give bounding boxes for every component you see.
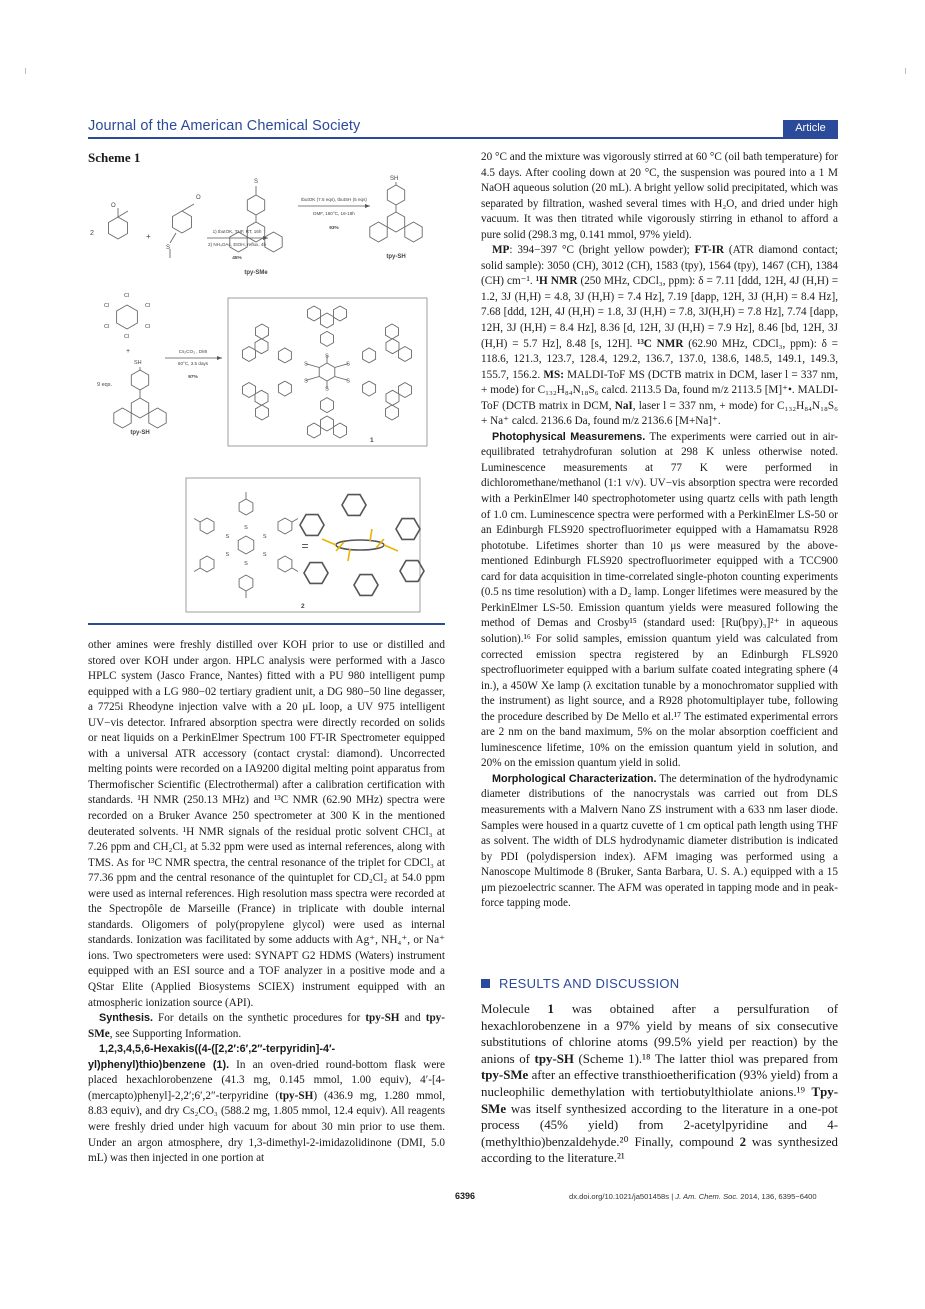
phenyl-ring [387, 185, 404, 205]
bold-text: tpy-SMe [481, 1068, 529, 1083]
sulfur-bond [322, 539, 336, 545]
bold-text: 1 [547, 1002, 554, 1016]
compound-label-2: 2 [301, 603, 305, 610]
paragraph [481, 243, 838, 430]
reaction-yield: 45% [232, 256, 242, 261]
equals-sign: = [301, 539, 309, 553]
bold-text: MS: [543, 368, 564, 381]
text-run: (62.90 MHz, CDCl₃, ppm): δ = 118.6, 121.3, 123.7, 128.4, 129.2, 136.7, 137.0, 138.6, 148.5, 149.1, 149.3, 155.7, 156.2. [481, 337, 838, 381]
crystal-structure-model [300, 495, 424, 596]
compound-1-box [228, 298, 427, 446]
c-s-bond [304, 361, 319, 368]
benzaldehyde-ring [173, 211, 192, 233]
c-s-bond [306, 377, 319, 381]
text-run: : 394−397 °C (bright yellow powder); [509, 244, 695, 257]
atom-label-s: S [244, 525, 248, 531]
citation: 2014, 136, 6395−6400 [738, 1192, 817, 1201]
tolyl-ring [239, 575, 253, 591]
phenyl-ring [321, 398, 334, 413]
pyridine-ring [308, 423, 321, 438]
tpy-sme-pyridine-right [265, 232, 282, 252]
tolyl-ring-3d [396, 519, 420, 540]
pyridine-ring [386, 324, 399, 339]
left-column-text [88, 638, 445, 1167]
reaction-yield: 97% [188, 375, 198, 380]
bold-text: MP [492, 244, 510, 257]
pyridine-ring [386, 405, 399, 420]
atom-label-s: S [346, 361, 350, 368]
right-column-text [481, 150, 838, 912]
scheme-bottom-rule [88, 623, 445, 625]
pyridine-ring [109, 217, 128, 239]
pyridine-ring [334, 423, 347, 438]
atom-label-s: S [325, 353, 329, 360]
tpy-sh-reagent-pyridine-right [149, 408, 166, 428]
text-run: , see Supporting Information. [109, 1027, 242, 1040]
bond [182, 204, 194, 211]
atom-label-s: S [225, 534, 230, 540]
tpy-sh-reagent-central-pyridine [131, 398, 148, 418]
tpy-sh-reagent-pyridine-left [114, 408, 131, 428]
methyl-bond [194, 568, 200, 572]
paragraph [481, 772, 838, 912]
text-run: 20 °C and the mixture was vigorously stirred at 60 °C (oil bath temperature) for 4.5 days. After cooling down at 20 °C, the suspension was poured into a 1 M NaOH aqueous solution (20 mL). A bright yellow solid precipitated, which was separated by filtration, washed several times with H₂O, and dried under high vacuum. It was then titrated while vigorously stirring in ethanol to afford a pure solid (298.3 mg, 0.141 mmol, 97% yield). [481, 151, 838, 241]
atom-label-s: S [262, 552, 267, 558]
journal-title: Journal of the American Chemical Society [88, 118, 361, 134]
text-run: The determination of the hydrodynamic diameter distributions of the nanocrystals was carried out from DLS measurements with a Malvern Nano ZS instrument with a 633 nm laser diode. Samples were housed in a quartz cuvette of 1 cm optical path length using THF as solvent. The width of DLS hydrodynamic diameter distribution is indicated by PDI (polydispersion index). AFM imaging was performed using a Nanoscope Multimode 8 (Bruker, Santa Barbara, U. S. A.) equipped with a 15 μm piezoelectric scanner. The AFM was operated in tapping mode and in peak-force tapping mode. [481, 772, 839, 910]
central-pyridine-ring [321, 416, 334, 431]
atom-label-s: S [262, 534, 267, 540]
pyridine-ring [243, 347, 256, 362]
text-run: after an effective transthioetherification (93% yield) from a nucleophilic demethylation with tertiobutylthiolate anions.¹⁹ [481, 1068, 838, 1099]
reaction-yield: 93% [329, 226, 339, 231]
page-number: 6396 [455, 1191, 476, 1201]
paragraph [88, 1011, 445, 1042]
tolyl-ring-3d [354, 575, 378, 596]
footer-citation [569, 1192, 817, 1201]
bold-text: tpy-SH [365, 1012, 400, 1025]
bold-text: 2 [739, 1134, 747, 1149]
methyl-bond [194, 519, 200, 523]
reaction-conditions: DMF, 160°C, 16-18h [313, 211, 355, 216]
bold-text: tpy-SH [534, 1051, 574, 1066]
phenyl-ring [321, 331, 334, 346]
reaction-conditions: tbutOK (7.5 eqs), tbutSH (5 eqs) [301, 197, 367, 202]
pyridine-ring [256, 405, 269, 420]
doi-link[interactable]: dx.doi.org/10.1021/ja501458s [569, 1192, 670, 1201]
atom-label-cl: Cl [104, 324, 110, 330]
run-in-heading: Morphological Characterization. [492, 772, 657, 785]
paragraph [88, 638, 445, 1011]
pyridine-ring [243, 383, 256, 398]
arrow-head [217, 356, 222, 360]
run-in-heading: Synthesis. [99, 1012, 154, 1025]
central-pyridine-ring [321, 313, 334, 328]
results-text [481, 1001, 838, 1167]
methyl-bond [292, 519, 298, 523]
atom-label-s: S [166, 245, 171, 251]
atom-label-sh: SH [390, 176, 399, 182]
tpy-sh-pyridine-right [405, 222, 422, 242]
text-run: was itself synthesized according to the literature in a one-pot process (45% yield) from 2-acetylpyridine and 4-(methylthio)benzaldehyde.²⁰ Finally, compound [481, 1101, 838, 1149]
text-run: (ATR diamond contact; solid sample): 3050 (CH), 3012 (CH), 1583 (tpy), 1564 (tpy), 1467 (CH), 1384 (CH) cm⁻¹. [481, 244, 839, 288]
arrow-head [365, 204, 370, 208]
scheme-title: Scheme 1 [88, 150, 141, 165]
tpy-sh-pyridine-left [370, 222, 387, 242]
run-in-heading: 1,2,3,4,5,6-Hexakis((4-([2,2′:6′,2″-terpyridin]-4′-yl)phenyl)thio)benzene (1). [88, 1043, 336, 1071]
text-run: was synthesized according to the literature.²¹ [481, 1134, 838, 1166]
atom-label-s: S [304, 378, 308, 385]
text-run: (Scheme 1).¹⁸ The latter thiol was prepared from [573, 1051, 838, 1066]
plus-sign: + [126, 348, 131, 355]
text-run: (250 MHz, CDCl₃, ppm): δ = 7.11 [ddd, 12H, 4J (H,H) = 1.2, 3J (H,H) = 4.8, 3J (H,H) = 7.4 Hz], 7.19 [dapp, 12H, 3J (H,H) = 8.4 Hz], 7.68 [ddd, 12H, 4J (H,H) = 1.8, 3J (H,H) = 7.8, 3J(H,H) = 7.8 Hz], 7.74 [dapp, 12H, 3J (H,H) = 8.4 Hz], 8.36 [d, 12H, 3J (H,H) = 7.9 Hz], 8.46 [bd, 12H, 3J (H,H) = 5.7 Hz], 8.48 [s, 12H]. [481, 275, 838, 350]
separator: | [669, 1192, 676, 1201]
tolyl-ring [278, 556, 292, 572]
reaction-conditions: 1) tbutOK, THF, RT, 16h [212, 229, 262, 234]
bond [118, 211, 128, 217]
phenyl-ring [363, 348, 376, 363]
compound-label-tpy-sh: tpy-SH [386, 254, 406, 260]
section-heading-text: RESULTS AND DISCUSSION [499, 976, 680, 991]
bond [170, 233, 176, 243]
central-pyridine-ring [255, 390, 268, 405]
atom-label-cl: Cl [124, 293, 130, 299]
central-ring-3d [336, 540, 384, 550]
atom-label-s: S [254, 179, 259, 185]
bold-text: ¹H NMR [535, 275, 578, 288]
atom-label-s: S [225, 552, 230, 558]
atom-label-s: S [325, 386, 329, 393]
compound-label-tpy-sme: tpy-SMe [244, 270, 268, 276]
section-heading-results [481, 976, 679, 991]
text-run: Molecule [481, 1002, 548, 1016]
paragraph [88, 1042, 445, 1166]
compound-label-tpy-sh: tpy-SH [130, 430, 150, 436]
text-run: other amines were freshly distilled over KOH prior to use or distilled and stored over KOH under argon. HPLC analysis were performed with a Jasco HPLC system (Jasco France, Nantes) fitted with a PU 980 intelligent pump equipped with a LG 980−02 tertiary gradient unit, a DG 980−50 line degasser, a 7725i Rheodyne injection valve with a 20 μL loop, a UV 975 intelligent UV−vis detector. Infrared absorption spectra were directly recorded on solids or neat liquids on a PerkinElmer Spectrum 100 FT-IR Spectrometer equipped with a universal ATR accessory (contact crystal: diamond). Uncorrected melting points were recorded on a IA9200 digital melting point apparatus from Thermofischer Scientific (Electrothermal) after a calibration certification with standards. ¹H NMR (250.13 MHz) and ¹³C NMR (62.90 MHz) spectra were recorded on a Bruker Avance 250 spectrometer at 300 K in the mentioned deuterated solvents. ¹H NMR signals of the residual protic solvent CHCl₃ at 7.26 ppm and CH₂Cl₂ at 5.32 ppm were used as internal references, along with TMS. As for ¹³C NMR spectra, the central resonance of the triplet for CDCl₃ at 77.36 ppm and the central resonance of the quintuplet for CD₂Cl₂ at 54.0 ppm were used as internal references. High resolution mass spectra were recorded at the Spectropôle de Marseille (France) in triplicate with double internal standards. Oligomers of poly(propylene glycol) were used as internal standards. Ionization was facilitated by some adducts with Ag⁺, NH₄⁺, or Na⁺ ions. Two spectrometers were used: SYNAPT G2 HDMS (Waters) instrument equipped with an ESI source and a TOF analyzer in a positive mode and a QStar Elite (Applied Biosystems SCIEX) instrument equipped with an atmospheric ionization source (API). [88, 639, 445, 1009]
phenyl-ring [131, 370, 148, 390]
bold-text: NaI [614, 399, 633, 412]
atom-label-cl: Cl [145, 324, 151, 330]
text-run: and [399, 1012, 426, 1025]
atom-label-s: S [244, 561, 248, 567]
text-run: was obtained after a persulfuration of hexachlorobenzene in a 97% yield by means of six consecutive substitutions of chlorine atoms (99.5% yield per reaction) by the anions of [481, 1002, 838, 1066]
phenyl-ring [247, 195, 264, 215]
reaction-conditions: 2) NH₄OAc, EtOH, reflux, 4h [207, 242, 267, 247]
central-pyridine-ring [386, 390, 399, 405]
plus-sign: + [146, 232, 151, 241]
tolyl-ring [200, 518, 214, 534]
paragraph [481, 1001, 838, 1167]
pyridine-ring [399, 347, 412, 362]
pyridine-ring [334, 306, 347, 321]
compound-label-1: 1 [370, 437, 374, 444]
atom-label-o: O [111, 203, 116, 209]
central-benzene-ring [319, 363, 335, 381]
bold-text: FT-IR [694, 244, 725, 257]
atom-label-o: O [196, 195, 201, 201]
text-run: In an oven-dried round-bottom flask were placed hexachlorobenzene (41.3 mg, 0.145 mmol, 1.00 equiv), 4′-[4-(mercapto)phenyl]-2,2′;6′,2″-terpyridine ( [88, 1058, 446, 1102]
stoich-coefficient: 2 [90, 230, 94, 237]
bold-text: Tpy-SMe [481, 1084, 838, 1116]
text-run: The experiments were carried out in air-equilibrated tetrahydrofuran solution at 298 K unless otherwise noted. Luminescence measurements at 77 K were performed in dichloromethane/methanol (1:1 v/v). UV−vis absorption spectra were recorded with a PerkinElmer l40 spectrophotometer using quartz cells with path length of 1.0 cm. Luminescence spectra were performed with a PerkinElmer LS-50 or an Edinburgh FLS920 spectrofluorimeter equipped with a Hamamatsu R928 phototube. Lifetimes shorter than 10 μs were measured by the above-mentioned Edinburgh FLS920 spectrofluorimeter equipped with a TCC900 card for data acquisition in time-correlated single-photon counting experiments (0.5 ns time resolution) with a D₂ lamp. Longer lifetimes were measured by the PerkinElmer LS-50. Emission quantum yields were measured following the method of Demas and Crosby¹⁵ (standard used: [Ru(bpy)₃]²⁺ in aqueous solution).¹⁶ For solid samples, emission quantum yield was calculated from corrected emission spectra registered by an Edinburgh FLS920 spectrofluorimeter equipped with a barium sulfate coated integrating sphere (4 in.), a 450W Xe lamp (λ excitation tunable by a monochromator supplied with the instrument) as light source, and a R928 photomultiplayer tube, following the procedure described by De Mello et al.¹⁷ The estimated experimental errors are 2 nm on the band maximum, 5% on the molar absorption coefficient and luminescence lifetime, 10% on the emission quantum yield in solution, and 20% on the emission quantum yield in solid. [481, 430, 838, 770]
pyridine-ring [256, 324, 269, 339]
hexachlorobenzene-ring [117, 305, 138, 329]
tolyl-ring-3d [304, 563, 328, 584]
section-marker-icon [481, 979, 490, 988]
central-pyridine-ring [255, 339, 268, 354]
text-run: For details on the synthetic procedures for [153, 1012, 366, 1025]
methyl-bond [292, 568, 298, 572]
tolyl-ring [278, 518, 292, 534]
central-pyridine-ring [386, 339, 399, 354]
tpy-sh-central-pyridine [387, 212, 404, 232]
tolyl-ring [200, 556, 214, 572]
phenyl-ring [278, 381, 291, 396]
bold-text: tpy-SH [279, 1089, 314, 1102]
reaction-conditions: 60°C, 3.5 days [177, 361, 209, 366]
atom-label-cl: Cl [104, 303, 110, 309]
pyridine-ring [308, 306, 321, 321]
journal-abbrev: J. Am. Chem. Soc. [675, 1192, 739, 1201]
atom-label-cl: Cl [124, 334, 130, 340]
atom-label-sh: SH [134, 360, 142, 366]
pyridine-ring [399, 383, 412, 398]
atom-label-cl: Cl [145, 303, 151, 309]
tolyl-ring [239, 499, 253, 515]
paragraph [481, 150, 838, 243]
atom-label-s: S [346, 378, 350, 385]
central-benzene-ring [238, 536, 254, 554]
sulfur-bond [384, 545, 398, 551]
sulfur-bond [348, 549, 350, 561]
article-type-badge: Article [783, 120, 838, 137]
text-run: MALDI-ToF MS (DCTB matrix in DCM, laser l = 337 nm, + mode) for C₁₃₂H₈₄N₁₈S₆ calcd. 2113.5 Da, found m/z 2113.5 [M]⁺•. MALDI-ToF (DCTB matrix in DCM, [481, 368, 839, 412]
bold-text: ¹³C NMR [637, 337, 684, 350]
reaction-conditions: Cs₂CO₃ , DMI [178, 349, 208, 354]
tolyl-ring-3d [300, 515, 324, 536]
paragraph [481, 430, 838, 772]
sulfur-bond [370, 529, 372, 541]
text-run: ) (436.9 mg, 1.280 mmol, 8.83 equiv), and dry Cs₂CO₃ (588.2 mg, 1.805 mmol, 12.4 equiv). All reagents were freshly dried under high vacuum for about 30 min prior to use them. Under an argon atmosphere, dry 1,3-dimethyl-2-imidazolidinone (DMI, 5.0 mL) was then injected in one portion at [88, 1089, 445, 1165]
phenyl-ring [278, 348, 291, 363]
bold-text: tpy-SMe [88, 1012, 445, 1040]
atom-label-s: S [304, 361, 308, 368]
phenyl-ring [363, 381, 376, 396]
run-in-heading: Photophysical Measuremens. [492, 430, 646, 443]
equivalents-label: 9 eqs. [97, 382, 112, 388]
tolyl-ring-3d [342, 495, 366, 516]
text-run: , laser l = 337 nm, + mode) for C₁₃₂H₈₄N₁₈S₆ + Na⁺ calcd. 2136.6 Da, found m/z 2136.6 [M+Na]⁺. [481, 399, 838, 428]
